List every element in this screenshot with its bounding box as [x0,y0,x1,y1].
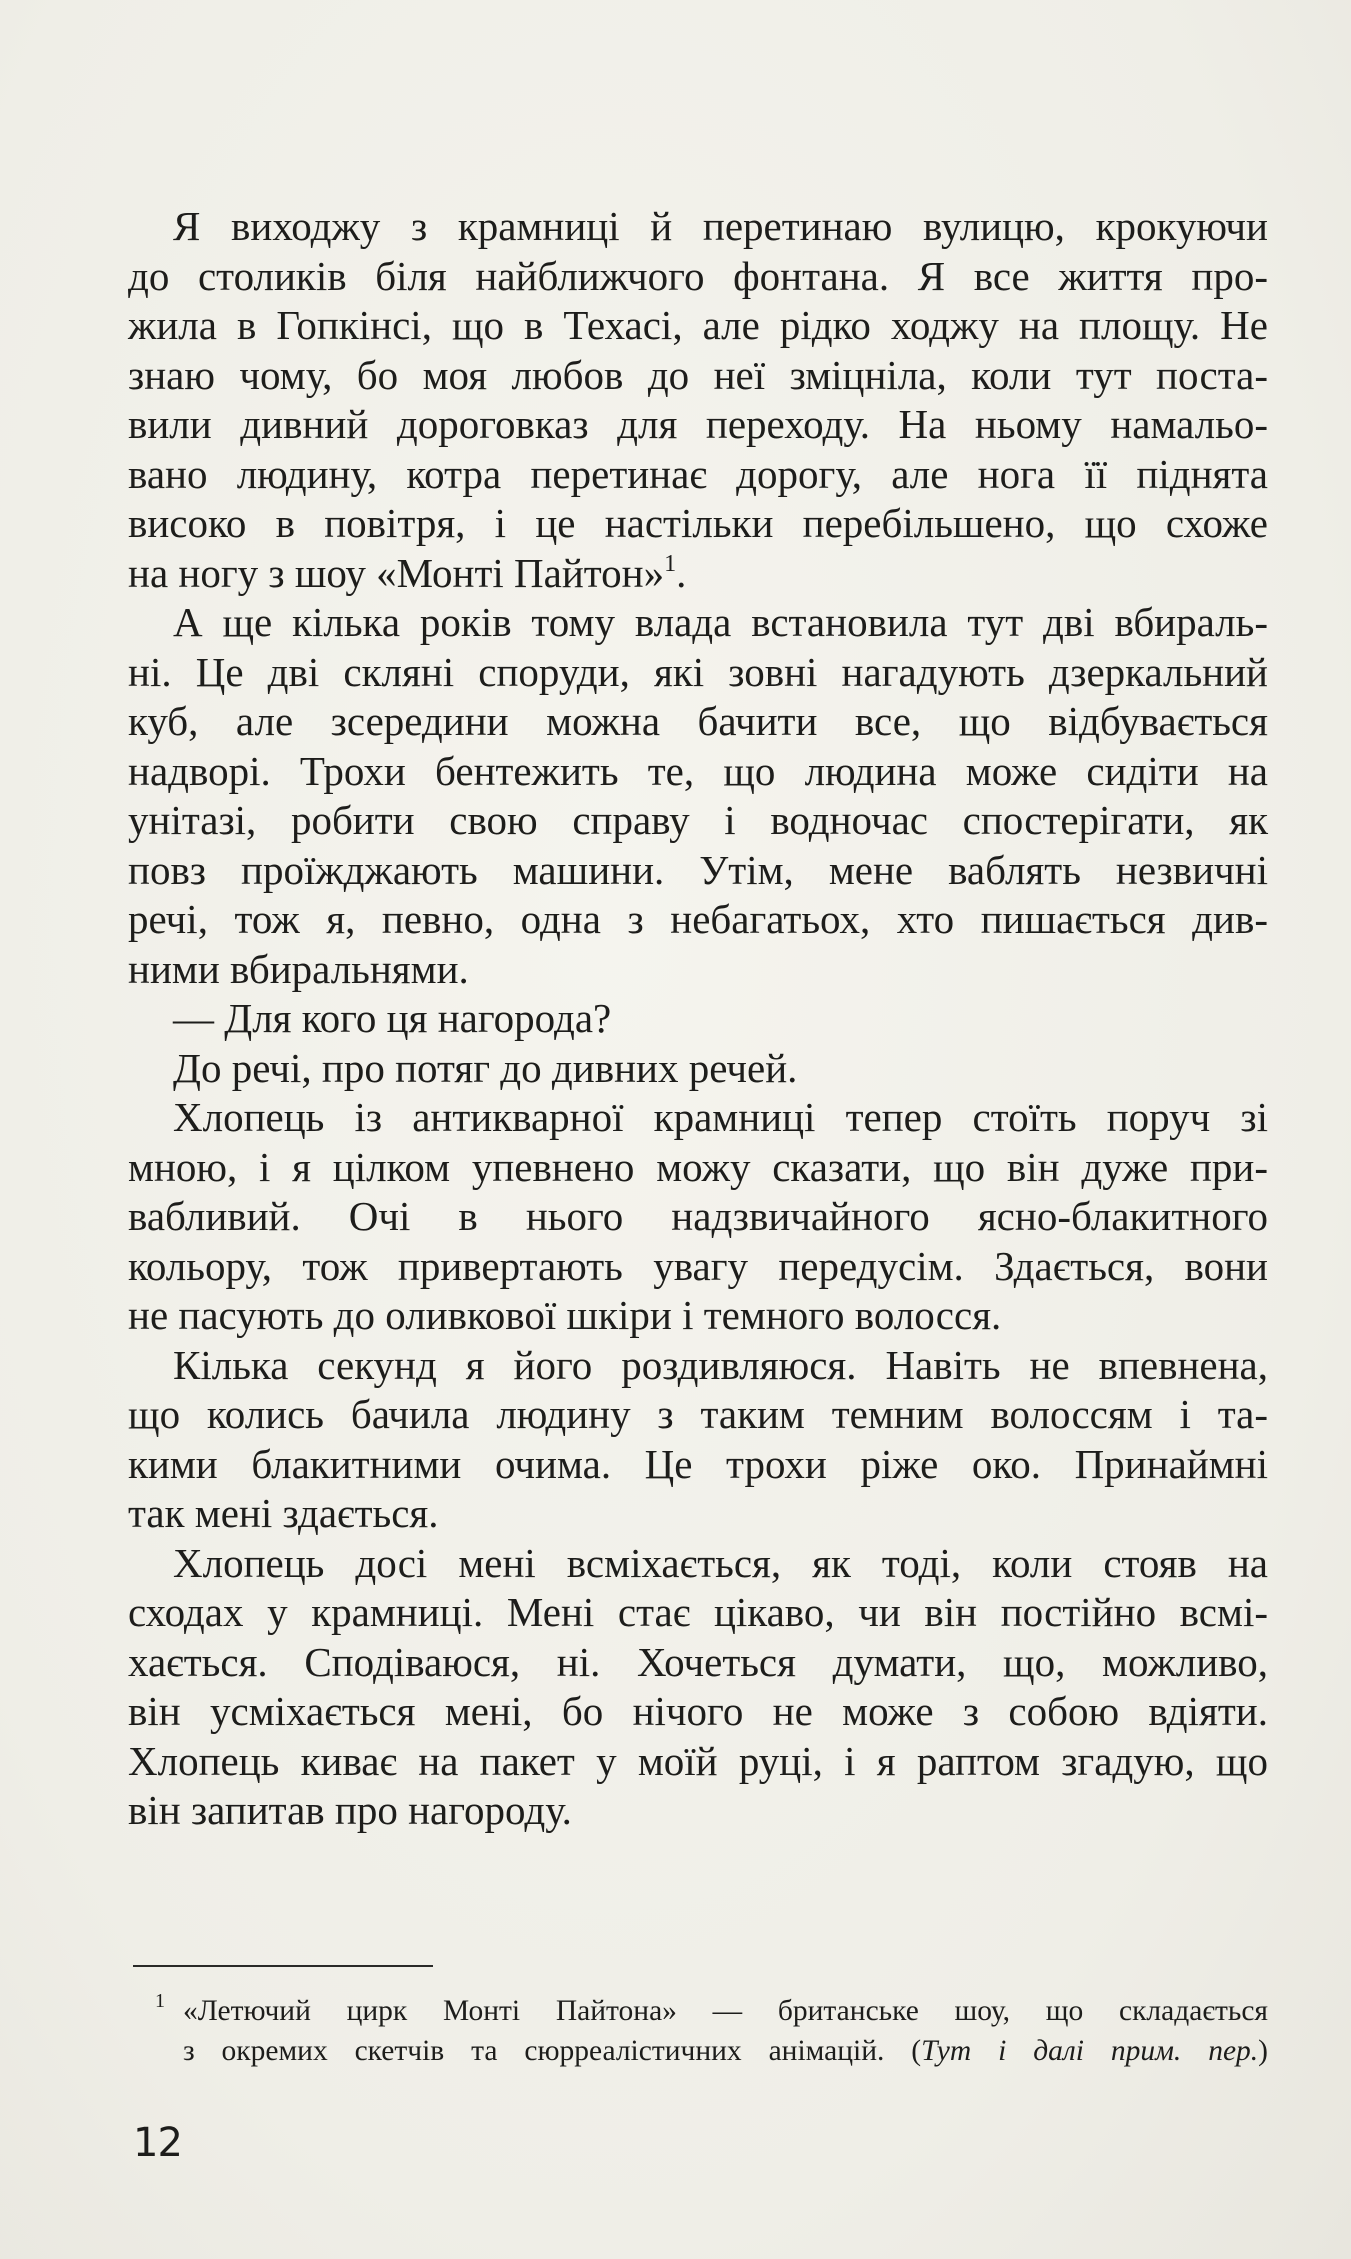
footnote-ref: 1 [664,550,677,577]
text-line: він запитав про нагороду. [128,1787,572,1833]
text-line: Хлопець киває на пакет у моїй руці, і я раптом згадую, що [128,1737,1268,1784]
footnote-close: ) [1258,2035,1268,2067]
text-line: вили дивний дороговказ для переходу. На ньому намальо- [128,401,1268,447]
text-line: до столиків біля найближчого фонтана. Я все життя про- [128,252,1268,299]
text-line: що колись бачила людину з таким темним волоссям і та- [128,1391,1268,1437]
text-line: знаю чому, бо моя любов до неї зміцніла, коли тут поста- [128,351,1268,398]
text-line: До речі, про потяг до дивних речей. [173,1044,798,1091]
text-line: ні. Це дві скляні споруди, які зовні нагадують дзеркальний [128,648,1268,695]
text-line: так мені здається. [128,1490,439,1536]
text-line: — Для кого ця нагорода? [173,995,612,1041]
text-line: він усміхається мені, бо нічого не може з собою вдіяти. [128,1688,1268,1734]
text-line: Кілька секунд я його роздивляюся. Навіть не впевнена, [173,1341,1268,1388]
text-line: сходах у крамниці. Мені стає цікаво, чи він постійно всмі- [128,1589,1268,1635]
paragraph-6 [128,1341,1268,1539]
text-line: А ще кілька років тому влада встановила тут дві вбираль- [173,599,1268,645]
text-line-with-footnote: на ногу з шоу «Монті Пайтон»$^1$. [128,549,687,596]
text-line: жила в Гопкінсі, що в Техасі, але рідко ходжу на площу. Не [128,302,1268,348]
text-line: повз проїжджають машини. Утім, мене ваблять незвичні [128,846,1268,893]
text-line: куб, але зсередини можна бачити все, що відбувається [128,698,1268,744]
footnote-mark: 1 [155,1990,165,2012]
page-number: 12 [133,2120,182,2166]
text-line: високо в повітря, і це настільки перебільшено, що схоже [128,500,1268,546]
paragraph-3-dialogue [128,994,1268,1044]
text-line: вабливий. Очі в нього надзвичайного ясно-блакитного [128,1193,1268,1239]
text-line: ними вбиральнями. [128,945,469,992]
text-line: хається. Сподіваюся, ні. Хочеться думати, що, можливо, [128,1638,1268,1685]
text-line: не пасують до оливкової шкіри і темного волосся. [128,1292,1002,1338]
paragraph-4 [128,1044,1268,1094]
paragraph-7 [128,1539,1268,1836]
text-line: мною, і я цілком упевнено можу сказати, що він дуже при- [128,1143,1268,1190]
paragraph-1 [128,202,1268,598]
text-line: унітазі, робити свою справу і водночас спостерігати, як [128,797,1268,843]
text-line: речі, тож я, певно, одна з небагатьох, хто пишається див- [128,896,1268,942]
footnote-italic-note: Тут і далі прим. пер. [921,2035,1259,2067]
text-line: кими блакитними очима. Це трохи ріже око. Принаймні [128,1440,1268,1487]
footnote-text: з окремих скетчів та сюрреалістичних анімацій. ( [183,2035,922,2067]
footnote-divider [133,1965,433,1967]
text-line: вано людину, котра перетинає дорогу, але нога її піднята [128,450,1268,497]
text-line: Хлопець досі мені всміхається, як тоді, коли стояв на [173,1539,1268,1586]
text-line: Я виходжу з крамниці й перетинаю вулицю, крокуючи [173,203,1268,249]
footnote-line-2 [133,2031,1268,2071]
text-line: на ногу з шоу «Монті Пайтон» [128,549,665,596]
text-line: кольору, тож привертають увагу передусім. Здається, вони [128,1242,1268,1289]
paragraph-2 [128,598,1268,994]
footnote [133,1991,1268,2071]
main-text [128,202,1268,1836]
paragraph-5 [128,1093,1268,1341]
text-line: Хлопець із антикварної крамниці тепер стоїть поруч зі [173,1094,1268,1140]
text-line: надворі. Трохи бентежить те, що людина може сидіти на [128,747,1268,794]
footnote-line-1: «Летючий цирк Монті Пайтона» — британське шоу, що складається [183,1995,1268,2027]
